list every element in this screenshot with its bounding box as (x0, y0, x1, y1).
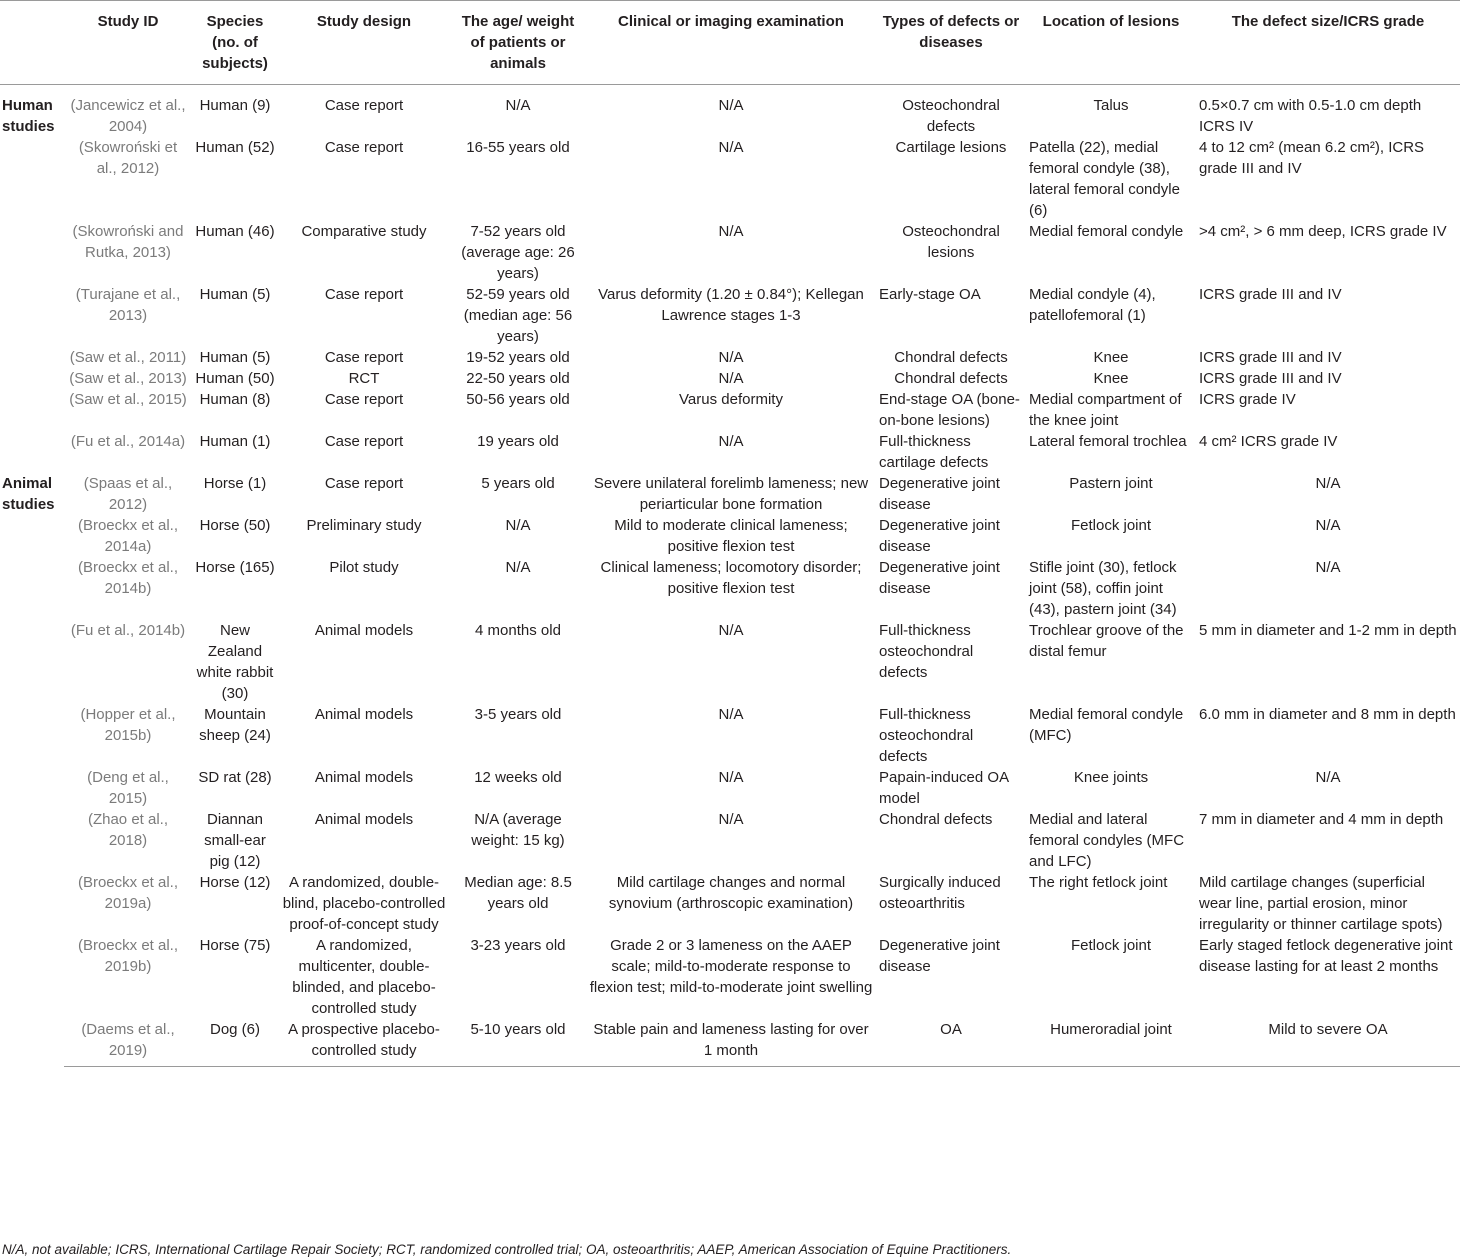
cell-age-weight: 50-56 years old (466, 391, 570, 408)
cell-location: Medial femoral condyle (1029, 223, 1184, 240)
cell-species: Horse (1) (203, 475, 267, 492)
cell-examination: N/A (718, 622, 744, 639)
table-row (0, 221, 1460, 284)
cell-study-design: Animal models (314, 769, 414, 786)
table-row (0, 515, 1460, 557)
cell-study-design: Case report (324, 286, 404, 303)
cell-study-design: Pilot study (329, 559, 399, 576)
cell-examination: Grade 2 or 3 lameness on the AAEP scale; mild-to-moderate response to flexion test; mild-to-moderate joint swelling (589, 937, 873, 996)
cell-study-design: Animal models (314, 811, 414, 828)
cell-age-weight: 7-52 years old (average age: 26 years) (461, 223, 575, 282)
table-footnote: N/A, not available; ICRS, International Cartilage Repair Society; RCT, randomized controlled trial; OA, osteoarthritis; AAEP, American Association of Equine Practitioners. (2, 1242, 1012, 1257)
cell-age-weight: N/A (505, 517, 531, 534)
cell-defect-size: 4 cm² ICRS grade IV (1199, 433, 1338, 450)
cell-defect-type: Cartilage lesions (895, 139, 1007, 156)
cell-location: Patella (22), medial femoral condyle (38), lateral femoral condyle (6) (1029, 139, 1180, 219)
cell-study-design: A randomized, double-blind, placebo-controlled proof-of-concept study (282, 874, 446, 933)
cell-examination: Stable pain and lameness lasting for over 1 month (586, 1019, 876, 1067)
header-defect-size: The defect size/ICRS grade (1196, 1, 1460, 85)
cell-defect-type: Degenerative joint disease (879, 559, 1000, 597)
cell-defect-type: Chondral defects (879, 811, 993, 828)
cell-study-id: (Saw et al., 2015) (69, 391, 187, 408)
cell-location: Trochlear groove of the distal femur (1029, 622, 1184, 660)
cell-location: Knee (1093, 370, 1129, 387)
cell-study-id: (Zhao et al., 2018) (87, 811, 169, 849)
cell-study-id: (Daems et al., 2019) (64, 1019, 192, 1067)
cell-examination: Varus deformity (1.20 ± 0.84°); Kellegan Lawrence stages 1-3 (598, 286, 864, 324)
table-row (0, 809, 1460, 872)
cell-defect-size: >4 cm², > 6 mm deep, ICRS grade IV (1199, 223, 1447, 240)
header-species: Species (no. of subjects) (192, 1, 278, 85)
table-row (0, 557, 1460, 620)
cell-age-weight: 3-23 years old (470, 937, 566, 954)
cell-examination: Severe unilateral forelimb lameness; new periarticular bone formation (593, 475, 869, 513)
cell-defect-type: End-stage OA (bone-on-bone lesions) (879, 391, 1020, 429)
cell-species: Human (1) (199, 433, 271, 450)
cell-defect-type: Full-thickness osteochondral defects (879, 622, 974, 681)
cell-age-weight: 5-10 years old (450, 1019, 586, 1067)
cell-defect-type: Full-thickness osteochondral defects (879, 706, 974, 765)
cell-defect-type: Chondral defects (894, 349, 1008, 366)
table-row (0, 431, 1460, 473)
cell-study-id: (Saw et al., 2013) (69, 370, 187, 387)
header-defect-type: Types of defects or diseases (876, 1, 1026, 85)
cell-defect-type: Chondral defects (894, 370, 1008, 387)
cell-species: Horse (12) (199, 874, 271, 891)
cell-location: Talus (1093, 97, 1129, 114)
cell-species: Human (50) (195, 370, 275, 387)
cell-location: Humeroradial joint (1026, 1019, 1196, 1067)
cell-defect-size: Mild cartilage changes (superficial wear line, partial erosion, minor irregularity or thinner cartilage spots) (1199, 874, 1443, 933)
cell-age-weight: 3-5 years old (474, 706, 562, 723)
cell-study-id: (Skowroński and Rutka, 2013) (72, 223, 184, 261)
cell-study-id: (Fu et al., 2014b) (70, 622, 186, 639)
cell-examination: N/A (718, 433, 744, 450)
cell-defect-size: 0.5×0.7 cm with 0.5-1.0 cm depth ICRS IV (1199, 97, 1422, 135)
cell-study-id: (Broeckx et al., 2019b) (77, 937, 179, 975)
table-row (0, 347, 1460, 368)
cell-location: Knee joints (1073, 769, 1149, 786)
cell-age-weight: N/A (505, 559, 531, 576)
cell-study-design: RCT (348, 370, 380, 387)
cell-examination: N/A (718, 97, 744, 114)
cell-location: Fetlock joint (1070, 937, 1152, 954)
cell-defect-type: Degenerative joint disease (879, 517, 1000, 555)
cell-examination: N/A (718, 139, 744, 156)
group-label-human: Human studies (2, 97, 55, 135)
cell-study-id: (Skowroński et al., 2012) (78, 139, 178, 177)
cell-examination: Mild to moderate clinical lameness; positive flexion test (614, 517, 848, 555)
table-row (0, 473, 1460, 515)
cell-defect-type: Papain-induced OA model (879, 769, 1009, 807)
table-row (0, 935, 1460, 1019)
cell-study-id: (Hopper et al., 2015b) (80, 706, 176, 744)
cell-study-design: A prospective placebo-controlled study (278, 1019, 450, 1067)
cell-study-design: A randomized, multicenter, double-blinded, and placebo-controlled study (292, 937, 436, 1017)
cell-defect-type: Surgically induced osteoarthritis (879, 874, 1001, 912)
header-study-id: Study ID (64, 1, 192, 85)
cell-species: Horse (75) (199, 937, 271, 954)
cell-location: Knee (1093, 349, 1129, 366)
cell-examination: Varus deformity (679, 391, 783, 408)
cell-location: Fetlock joint (1070, 517, 1152, 534)
cell-species: SD rat (28) (198, 769, 272, 786)
cell-examination: Clinical lameness; locomotory disorder; positive flexion test (600, 559, 862, 597)
cell-age-weight: 5 years old (481, 475, 555, 492)
cell-age-weight: 12 weeks old (474, 769, 562, 786)
cell-location: Medial femoral condyle (MFC) (1029, 706, 1184, 744)
cell-defect-size: 4 to 12 cm² (mean 6.2 cm²), ICRS grade III and IV (1199, 139, 1425, 177)
cell-examination: Mild cartilage changes and normal synovium (arthroscopic examination) (608, 874, 854, 912)
cell-defect-type: Degenerative joint disease (879, 937, 1000, 975)
header-age-weight: The age/ weight of patients or animals (450, 1, 586, 85)
cell-examination: N/A (718, 811, 744, 828)
cell-study-design: Case report (324, 139, 404, 156)
cell-defect-type: Early-stage OA (879, 286, 981, 303)
header-study-design: Study design (278, 1, 450, 85)
cell-defect-size: N/A (1315, 559, 1341, 576)
cell-defect-size: ICRS grade III and IV (1199, 286, 1342, 303)
cell-age-weight: 16-55 years old (466, 139, 570, 156)
cell-study-design: Case report (324, 97, 404, 114)
table-row (0, 620, 1460, 704)
cell-defect-type: Degenerative joint disease (879, 475, 1000, 513)
table-row (0, 704, 1460, 767)
cell-defect-type: Osteochondral defects (902, 97, 1000, 135)
cell-study-id: (Broeckx et al., 2014b) (77, 559, 179, 597)
cell-defect-type: Full-thickness cartilage defects (879, 433, 989, 471)
cell-examination: N/A (718, 370, 744, 387)
cell-study-design: Case report (324, 433, 404, 450)
header-examination: Clinical or imaging examination (586, 1, 876, 85)
cell-species: New Zealand white rabbit (30) (196, 622, 274, 702)
cell-age-weight: 4 months old (475, 622, 561, 639)
cell-species: Horse (165) (195, 559, 275, 576)
cell-age-weight: 22-50 years old (466, 370, 570, 387)
cell-study-design: Animal models (314, 706, 414, 723)
cell-species: Human (8) (199, 391, 271, 408)
table-row (0, 872, 1460, 935)
table-row (0, 767, 1460, 809)
cell-examination: N/A (718, 349, 744, 366)
cell-study-design: Comparative study (301, 223, 427, 240)
cell-defect-size: ICRS grade III and IV (1199, 370, 1342, 387)
cell-defect-size: N/A (1315, 517, 1341, 534)
cell-species: Human (52) (195, 139, 275, 156)
table-row (0, 1019, 1460, 1067)
cell-study-design: Case report (324, 475, 404, 492)
table-row (0, 137, 1460, 221)
cell-study-design: Preliminary study (306, 517, 422, 534)
cell-age-weight: N/A (average weight: 15 kg) (471, 811, 565, 849)
cell-species: Horse (50) (199, 517, 271, 534)
cell-species: Diannan small-ear pig (12) (204, 811, 266, 870)
cell-species: Dog (6) (192, 1019, 278, 1067)
cell-study-id: (Broeckx et al., 2014a) (77, 517, 179, 555)
cell-defect-size: Mild to severe OA (1196, 1019, 1460, 1067)
cell-age-weight: Median age: 8.5 years old (464, 874, 572, 912)
cell-defect-size: N/A (1315, 769, 1341, 786)
table-body (0, 85, 1460, 1067)
cell-study-id: (Turajane et al., 2013) (75, 286, 181, 324)
cell-species: Human (5) (199, 349, 271, 366)
cell-age-weight: N/A (505, 97, 531, 114)
header-row (0, 1, 1460, 85)
cell-defect-size: 6.0 mm in diameter and 8 mm in depth (1199, 706, 1456, 723)
cell-study-design: Animal models (314, 622, 414, 639)
cell-location: Pastern joint (1069, 475, 1153, 492)
cell-defect-size: 5 mm in diameter and 1-2 mm in depth (1199, 622, 1457, 639)
cell-defect-size: ICRS grade III and IV (1199, 349, 1342, 366)
cell-study-id: (Spaas et al., 2012) (83, 475, 173, 513)
cell-defect-size: Early staged fetlock degenerative joint disease lasting for at least 2 months (1199, 937, 1453, 975)
group-label-animal: Animal studies (2, 475, 55, 513)
cell-study-design: Case report (324, 391, 404, 408)
cell-location: Medial compartment of the knee joint (1029, 391, 1182, 429)
cell-defect-size: ICRS grade IV (1199, 391, 1296, 408)
table-row (0, 85, 1460, 138)
cell-study-design: Case report (324, 349, 404, 366)
cell-study-id: (Jancewicz et al., 2004) (70, 97, 186, 135)
cell-location: Medial and lateral femoral condyles (MFC and LFC) (1029, 811, 1185, 870)
cell-defect-size: 7 mm in diameter and 4 mm in depth (1199, 811, 1444, 828)
cell-defect-size: N/A (1315, 475, 1341, 492)
cell-study-id: (Deng et al., 2015) (87, 769, 169, 807)
cell-study-id: (Broeckx et al., 2019a) (77, 874, 179, 912)
cell-age-weight: 52-59 years old (median age: 56 years) (463, 286, 573, 345)
cell-location: Stifle joint (30), fetlock joint (58), coffin joint (43), pastern joint (34) (1029, 559, 1177, 618)
table-row (0, 284, 1460, 347)
cell-examination: N/A (718, 223, 744, 240)
cell-examination: N/A (718, 769, 744, 786)
cell-location: The right fetlock joint (1029, 874, 1168, 891)
cell-location: Medial condyle (4), patellofemoral (1) (1029, 286, 1156, 324)
cell-age-weight: 19-52 years old (466, 349, 570, 366)
cell-species: Human (5) (199, 286, 271, 303)
cell-defect-type: Osteochondral lesions (902, 223, 1000, 261)
cell-species: Human (9) (199, 97, 271, 114)
cell-location: Lateral femoral trochlea (1029, 433, 1187, 450)
cell-study-id: (Saw et al., 2011) (69, 349, 187, 366)
header-group (0, 1, 64, 85)
header-location: Location of lesions (1026, 1, 1196, 85)
cell-defect-type: OA (876, 1019, 1026, 1067)
table-row (0, 368, 1460, 389)
cell-study-id: (Fu et al., 2014a) (70, 433, 186, 450)
cell-age-weight: 19 years old (477, 433, 559, 450)
cell-species: Human (46) (195, 223, 275, 240)
cell-species: Mountain sheep (24) (199, 706, 271, 744)
cell-examination: N/A (718, 706, 744, 723)
table-row (0, 389, 1460, 431)
